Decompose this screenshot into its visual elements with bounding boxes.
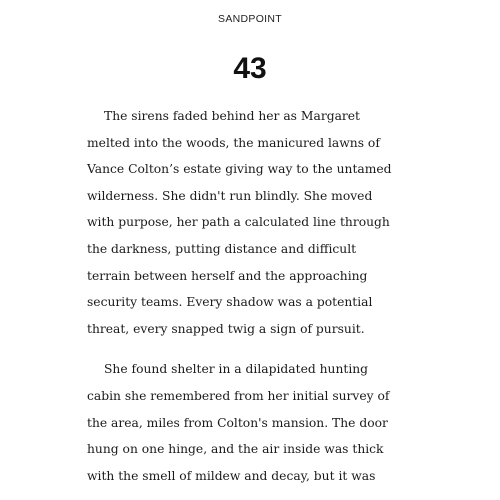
text-line: cabin she remembered from her initial survey of bbox=[87, 388, 390, 403]
text-line: security teams. Every shadow was a potential bbox=[87, 295, 373, 310]
chapter-body bbox=[87, 103, 427, 489]
text-line: She found shelter in a dilapidated hunting bbox=[104, 362, 369, 377]
paragraph bbox=[87, 103, 427, 342]
text-line: The sirens faded behind her as Margaret bbox=[104, 109, 360, 123]
text-line: with the smell of mildew and decay, but it was bbox=[87, 468, 376, 483]
text-line: threat, every snapped twig a sign of pursuit. bbox=[87, 321, 365, 336]
running-header: SANDPOINT bbox=[218, 13, 282, 25]
text-line: the area, miles from Colton's mansion. The door bbox=[87, 415, 388, 430]
text-line: the darkness, putting distance and difficult bbox=[87, 241, 357, 256]
paragraph bbox=[87, 356, 427, 489]
text-line: with purpose, her path a calculated line through bbox=[87, 215, 390, 230]
text-line: terrain between herself and the approaching bbox=[87, 268, 368, 283]
text-line: hung on one hinge, and the air inside was thick bbox=[87, 442, 384, 457]
text-line: melted into the woods, the manicured lawns of bbox=[87, 135, 380, 150]
chapter-number: 43 bbox=[233, 52, 267, 85]
paragraph-spacer bbox=[87, 342, 427, 356]
text-line: wilderness. She didn't run blindly. She moved bbox=[87, 188, 373, 203]
text-line: Vance Colton’s estate giving way to the untamed bbox=[87, 162, 392, 177]
